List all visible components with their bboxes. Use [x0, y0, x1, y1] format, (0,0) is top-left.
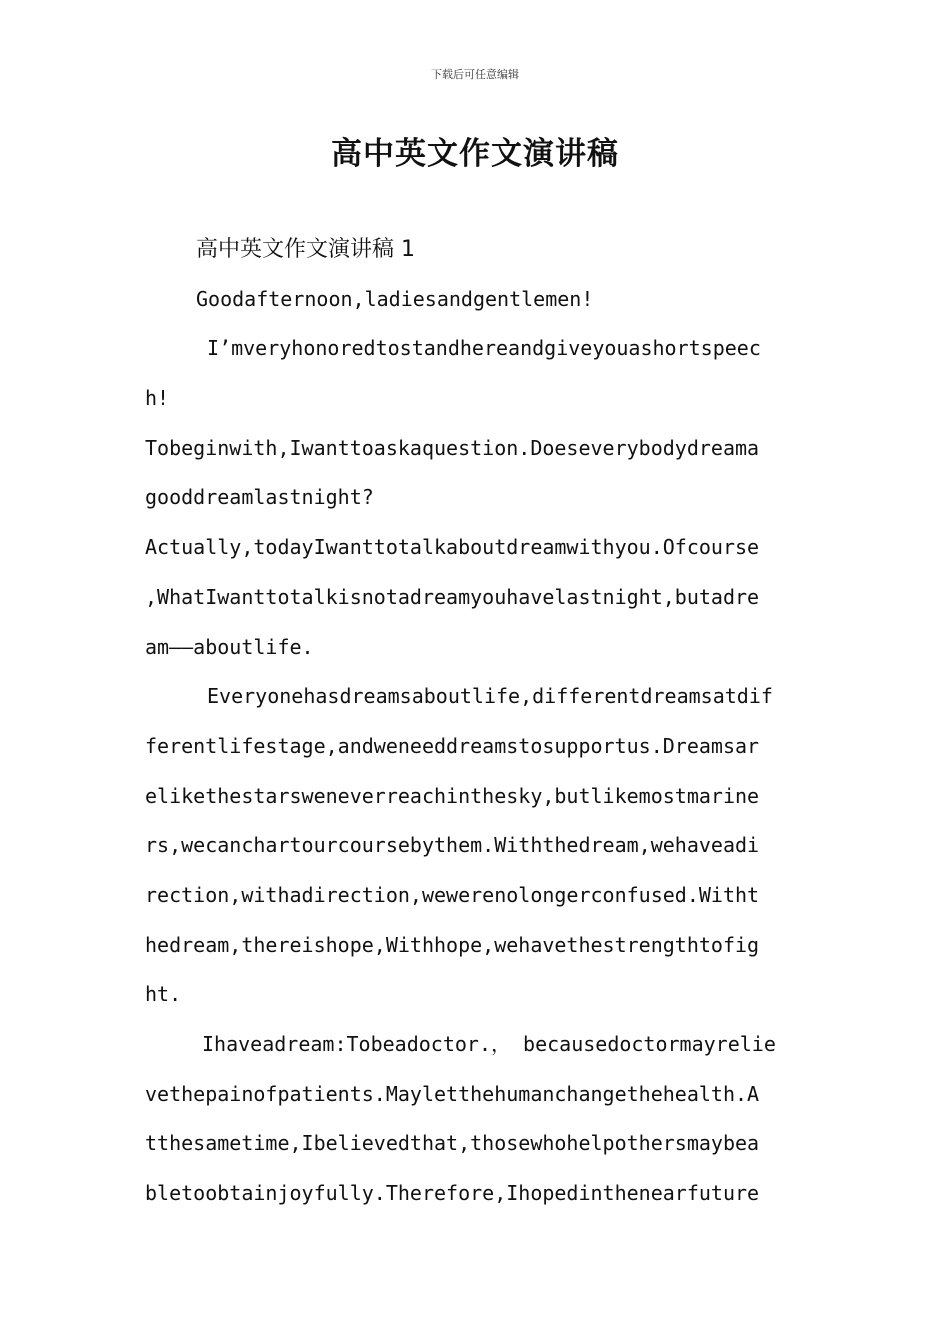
paragraph-line: Ihaveadream:Tobeadoctor.， becausedoctormayrelie [202, 1032, 776, 1056]
paragraph-line: ferentlifestage,andweneeddreamstosupportus.Dreamsar [145, 733, 760, 758]
paragraph-line: ht. [145, 982, 182, 1007]
paragraph-line: Tobeginwith,Iwanttoaskaquestion.Doeseverybodydreama [145, 435, 760, 460]
paragraph-line: I’mveryhonoredtostandhereandgiveyouashortspeec [207, 336, 761, 361]
header-note: 下载后可任意编辑 [431, 68, 519, 81]
paragraph-line: bletoobtainjoyfully.Therefore,Ihopedinthenearfuture [145, 1181, 760, 1206]
paragraph-line: Actually,todayIwanttotalkaboutdreamwithyou.Ofcourse [145, 535, 760, 560]
paragraph-line: tthesametime,Ibelievedthat,thosewhohelpothersmaybea [145, 1131, 760, 1156]
paragraph-line: hedream,thereishope,Withhope,wehavethestrengthtofig [145, 932, 760, 957]
paragraph-line: elikethestarsweneverreachinthesky,butlikemostmarine [145, 783, 760, 808]
paragraph-line: ,WhatIwanttotalkisnotadreamyouhavelastnight,butadre [145, 584, 760, 609]
paragraph-line: h! [145, 386, 170, 411]
page-title: 高中英文作文演讲稿 [331, 136, 619, 172]
document-body [145, 225, 810, 1219]
paragraph-line: rection,withadirection,wewerenolongerconfused.Witht [145, 882, 760, 907]
paragraph-line: Goodafternoon,ladiesandgentlemen! [196, 286, 594, 311]
paragraph-line: gooddreamlastnight? [145, 485, 374, 510]
paragraph-line: am——aboutlife. [145, 634, 314, 659]
paragraph-line: rs,wecanchartourcoursebythem.Withthedream,wehaveadi [145, 833, 760, 858]
paragraph-line: vethepainofpatients.Mayletthehumanchangethehealth.A [145, 1081, 760, 1106]
paragraph-line: Everyonehasdreamsaboutlife,differentdreamsatdif [207, 684, 773, 709]
section-heading: 高中英文作文演讲稿 1 [196, 237, 415, 262]
